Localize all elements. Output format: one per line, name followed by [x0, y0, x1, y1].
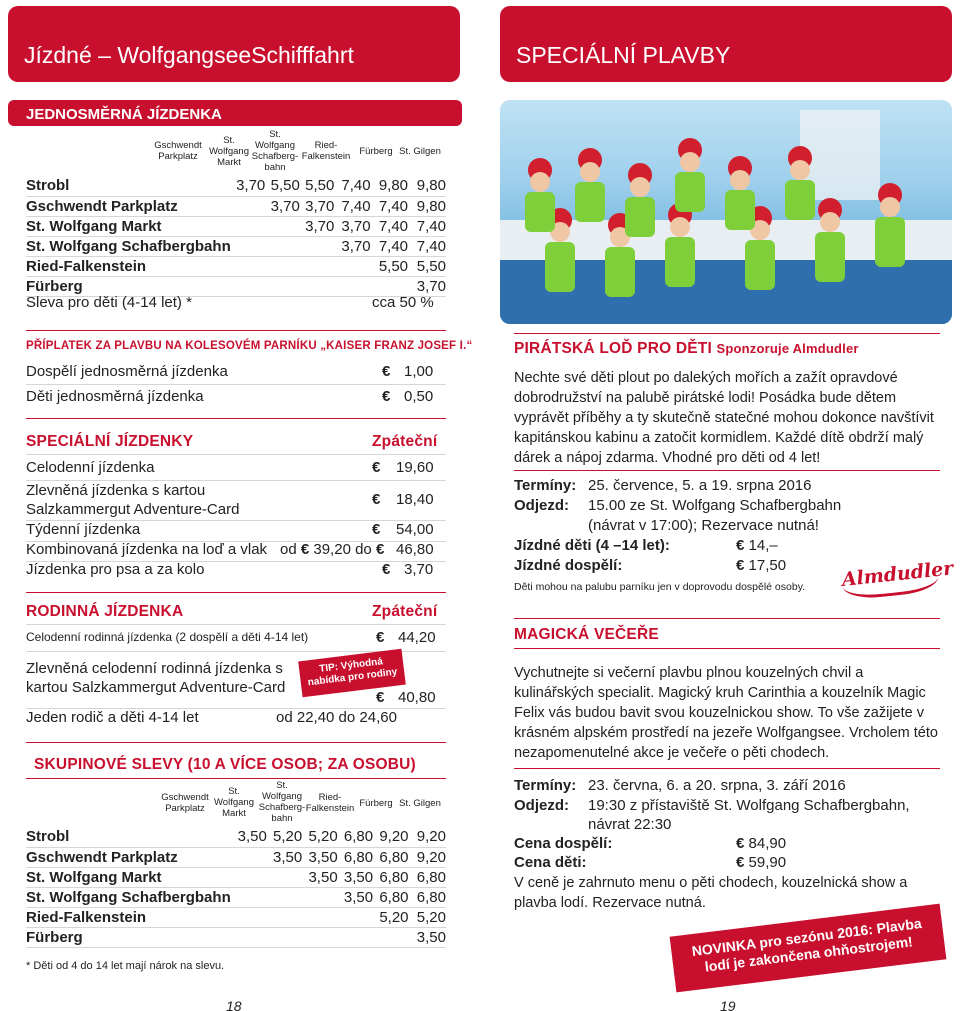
surcharge-title: PŘÍPLATEK ZA PLAVBU NA KOLESOVÉM PARNÍKU „KAISER FRANZ JOSEF I.“	[26, 340, 473, 352]
family-row2-label: Zlevněná celodenní rodinná jízdenka s	[26, 660, 283, 677]
family-row3-label: Jeden rodič a děti 4-14 let	[26, 709, 199, 726]
row-value: 3,50	[308, 868, 338, 886]
row-value: 3,70	[341, 217, 371, 235]
row-value: 5,50	[378, 257, 409, 275]
row-value	[338, 927, 373, 947]
pirate-terms-value: 25. července, 5. a 19. srpna 2016	[588, 477, 812, 494]
magic-title: MAGICKÁ VEČEŘE	[514, 626, 659, 643]
family-return: Zpáteční	[372, 603, 438, 620]
magic-top-line	[514, 618, 940, 619]
pirate-text: Nechte své děti plout po dalekých mořích a zažít opravdové dobrodružství na palubě pirátské lodi! Posádka bude dětem vyprávět příběhy a ty skutečně statečné mohou dokonce navštívit kapitánskou kabinu a zatočit kormidlem. Každé dítě obdrží malý dárek a nápoj zdarma. Vhodné pro děti od 4 let!	[514, 370, 934, 466]
row-value: 5,50	[270, 177, 300, 195]
divider	[26, 384, 446, 385]
oneway-col-3: Ried-Falkenstein	[301, 140, 351, 162]
row-value	[231, 196, 266, 216]
row-name: Strobl	[26, 177, 70, 195]
row-value: 7,40	[416, 217, 446, 235]
special-row-1-euro: €	[372, 491, 381, 508]
row-value	[300, 276, 335, 296]
row-value: 3,50	[343, 868, 374, 886]
row-value: 3,70	[305, 197, 335, 215]
row-value: 3,70	[305, 217, 335, 235]
row-name: St. Wolfgang Schafbergbahn	[26, 237, 231, 255]
pirate-note: Děti mohou na palubu parníku jen v doprovodu dospělé osoby.	[514, 581, 806, 593]
special-row-0-euro: €	[372, 459, 381, 476]
row-name: Gschwendt Parkplatz	[26, 197, 178, 215]
surcharge-row-1-value: 0,50	[404, 388, 434, 405]
row-name: Fürberg	[26, 277, 83, 295]
divider	[26, 454, 446, 455]
family-row2-euro: €	[376, 689, 385, 706]
row-value	[231, 236, 266, 256]
header-right-title: SPECIÁLNÍ PLAVBY	[516, 42, 731, 68]
row-value: 3,70	[416, 277, 446, 295]
magic-mid-line	[514, 768, 940, 769]
row-value	[302, 927, 337, 947]
family-top-line	[26, 592, 446, 593]
row-value: 3,50	[308, 848, 338, 866]
table-row	[26, 847, 446, 867]
magic-adult-label: Cena dospělí:	[514, 835, 613, 852]
group-col-3: Ried-Falkenstein	[305, 792, 355, 814]
row-value	[300, 256, 335, 276]
table-row	[26, 256, 446, 276]
row-name: Gschwendt Parkplatz	[26, 848, 178, 866]
header-left	[8, 6, 460, 82]
row-name: Fürberg	[26, 928, 83, 946]
row-value: 3,50	[273, 848, 303, 866]
pirate-kids-value: € 14,–	[736, 537, 778, 554]
family-row2-label2: kartou Salzkammergut Adventure-Card	[26, 679, 286, 696]
special-top-line	[26, 418, 446, 419]
oneway-col-4: Fürberg	[359, 146, 393, 157]
group-col-1: St. Wolfgang Markt	[214, 786, 254, 819]
table-row	[26, 867, 446, 887]
oneway-col-0: Gschwendt Parkplatz	[154, 140, 202, 162]
row-value: 7,40	[341, 197, 371, 215]
pirate-dep-value2: (návrat v 17:00); Rezervace nutná!	[588, 517, 819, 534]
divider	[26, 624, 446, 625]
oneway-title-bar	[8, 100, 462, 126]
group-col-2: St. Wolfgang Schafberg-bahn	[258, 780, 306, 824]
row-value: 3,50	[237, 828, 267, 846]
oneway-kids-label: Sleva pro děti (4-14 let) *	[26, 294, 192, 311]
group-col-5: St. Gilgen	[399, 798, 441, 809]
group-col-0: Gschwendt Parkplatz	[161, 792, 209, 814]
special-row-4-euro: €	[382, 561, 391, 578]
row-value: 5,20	[379, 908, 409, 926]
row-value: 6,80	[379, 888, 409, 906]
surcharge-row-0-label: Dospělí jednosměrná jízdenka	[26, 363, 228, 380]
row-value: 3,70	[341, 237, 371, 255]
row-value: 7,40	[378, 197, 409, 215]
row-value	[267, 907, 302, 927]
header-left-title: Jízdné – WolfgangseeSchifffahrt	[24, 42, 354, 68]
table-row	[26, 196, 446, 216]
oneway-col-2: St. Wolfgang Schafberg-bahn	[251, 129, 299, 173]
row-value	[267, 887, 302, 907]
almdudler-logo: Almdudler	[840, 555, 939, 601]
row-value: 5,20	[273, 828, 303, 846]
row-value: 5,20	[416, 908, 446, 926]
pirate-ship-photo	[500, 100, 952, 324]
row-value	[334, 276, 370, 296]
row-value	[231, 847, 267, 867]
oneway-col-1: St. Wolfgang Markt	[209, 135, 249, 168]
row-value	[267, 927, 302, 947]
footnote: * Děti od 4 do 14 let mají nárok na slevu.	[26, 960, 225, 972]
family-title: RODINNÁ JÍZDENKA	[26, 603, 184, 620]
row-value	[231, 887, 267, 907]
pirate-adult-value: € 17,50	[736, 557, 787, 574]
row-name: St. Wolfgang Markt	[26, 868, 162, 886]
divider	[26, 480, 446, 481]
row-value: 6,80	[379, 868, 409, 886]
page-number-right: 19	[720, 998, 736, 1011]
oneway-col-5: St. Gilgen	[399, 146, 441, 157]
row-value: 9,20	[379, 828, 409, 846]
magic-text: Vychutnejte si večerní plavbu plnou kouzelných chvil a kulinářských specialit. Magický kruh Carinthia a kouzelník Magic Felix vás budou bavit svou kouzelnickou show. To vše zažijete v krásném alpském prostředí na jezeře Wolfgangsee. Vrcholem této nezapomenutelné akce je večeře o pěti chodech.	[514, 665, 938, 761]
special-row-2-value: 54,00	[396, 521, 434, 538]
magic-dep-value2: návrat 22:30	[588, 816, 672, 833]
row-name: Strobl	[26, 828, 70, 846]
special-row-2-euro: €	[372, 521, 381, 538]
magic-dep-label: Odjezd:	[514, 797, 569, 814]
special-row-2-label: Týdenní jízdenka	[26, 521, 141, 538]
row-value: 5,50	[416, 257, 446, 275]
group-bottom-line	[26, 778, 446, 779]
row-value: 9,20	[416, 848, 446, 866]
pirate-dep-label: Odjezd:	[514, 497, 569, 514]
table-row	[26, 176, 446, 196]
group-title: SKUPINOVÉ SLEVY (10 A VÍCE OSOB; ZA OSOBU)	[34, 756, 416, 773]
magic-kids-value: € 59,90	[736, 854, 787, 871]
magic-terms-value: 23. června, 6. a 20. srpna, 3. září 2016	[588, 777, 846, 794]
row-name: Ried-Falkenstein	[26, 257, 147, 275]
special-row-0-value: 19,60	[396, 459, 434, 476]
family-row1-euro: €	[376, 629, 385, 646]
row-name: St. Wolfgang Markt	[26, 217, 162, 235]
surcharge-top-line	[26, 330, 446, 331]
row-value	[231, 927, 267, 947]
row-value: 6,80	[416, 868, 446, 886]
family-row1-label: Celodenní rodinná jízdenka (2 dospělí a děti 4-14 let)	[26, 630, 309, 644]
row-value	[302, 887, 337, 907]
row-name: St. Wolfgang Schafbergbahn	[26, 888, 231, 906]
row-value	[231, 907, 267, 927]
row-value: 9,80	[416, 197, 446, 215]
row-value	[231, 256, 266, 276]
magic-dep-value: 19:30 z přístaviště St. Wolfgang Schafbergbahn,	[588, 797, 910, 814]
row-value: 6,80	[416, 888, 446, 906]
row-value	[302, 907, 337, 927]
pirate-sponsor: Sponzoruje Almdudler	[716, 341, 859, 356]
table-row	[26, 276, 446, 296]
magic-kids-label: Cena děti:	[514, 854, 587, 871]
row-value: 9,20	[416, 828, 446, 846]
row-value: 6,80	[379, 848, 409, 866]
row-value: 9,80	[378, 177, 409, 195]
row-value: 3,50	[416, 928, 446, 946]
special-title: SPECIÁLNÍ JÍZDENKY	[26, 433, 194, 450]
page-number-left: 18	[226, 998, 242, 1011]
row-value	[231, 216, 266, 236]
row-value: 5,20	[308, 828, 338, 846]
oneway-table	[26, 176, 446, 297]
family-row1-value: 44,20	[398, 629, 436, 646]
family-row3-value: od 22,40 do 24,60	[276, 709, 397, 726]
row-value: 7,40	[378, 217, 409, 235]
special-row-3-from: od € 39,20 do €	[280, 541, 385, 558]
table-row	[26, 236, 446, 256]
pirate-adult-label: Jízdné dospělí:	[514, 557, 623, 574]
row-value	[334, 256, 370, 276]
pirate-terms-label: Termíny:	[514, 477, 577, 494]
row-value	[267, 867, 302, 887]
row-value: 7,40	[378, 237, 409, 255]
row-value	[338, 907, 373, 927]
family-tip-badge: TIP: Výhodná nabídka pro rodiny	[298, 649, 406, 697]
row-value: 6,80	[343, 828, 374, 846]
table-row	[26, 827, 446, 847]
special-row-4-value: 3,70	[404, 561, 434, 578]
row-value: 5,50	[305, 177, 335, 195]
special-row-4-label: Jízdenka pro psa a za kolo	[26, 561, 205, 578]
pirate-kids-label: Jízdné děti (4 –14 let):	[514, 537, 670, 554]
special-row-0-label: Celodenní jízdenka	[26, 459, 155, 476]
row-value	[371, 276, 408, 296]
pirate-title: PIRÁTSKÁ LOĎ PRO DĚTI Sponzoruje Almdudler	[514, 340, 859, 357]
row-value: 6,80	[343, 848, 374, 866]
magic-terms-label: Termíny:	[514, 777, 577, 794]
row-value	[265, 256, 300, 276]
pirate-top-line	[514, 333, 940, 334]
group-top-line	[26, 742, 446, 743]
row-value: 3,70	[270, 197, 300, 215]
special-row-1-label: Zlevněná jízdenka s kartou	[26, 482, 206, 499]
row-value: 7,40	[341, 177, 371, 195]
table-row	[26, 907, 446, 927]
row-value: 3,50	[343, 888, 374, 906]
row-value: 3,70	[236, 177, 266, 195]
table-row	[26, 216, 446, 236]
row-name: Ried-Falkenstein	[26, 908, 147, 926]
special-row-3-value: 46,80	[396, 541, 434, 558]
family-row2-value: 40,80	[398, 689, 436, 706]
row-value	[265, 216, 300, 236]
magic-footer: V ceně je zahrnuto menu o pěti chodech, kouzelnická show a plavba lodí. Rezervace nutná.	[514, 875, 908, 911]
row-value	[373, 927, 408, 947]
magic-title-line	[514, 648, 940, 649]
surcharge-row-0-value: 1,00	[404, 363, 434, 380]
pirate-dep-value: 15.00 ze St. Wolfgang Schafbergbahn	[588, 497, 842, 514]
table-row	[26, 887, 446, 907]
row-value	[265, 276, 300, 296]
surcharge-row-1-euro: €	[382, 388, 391, 405]
surcharge-row-0-euro: €	[382, 363, 391, 380]
row-value	[265, 236, 300, 256]
header-right	[500, 6, 952, 82]
special-row-3-label: Kombinovaná jízdenka na loď a vlak	[26, 541, 268, 558]
table-row	[26, 927, 446, 947]
oneway-title: JEDNOSMĚRNÁ JÍZDENKA	[26, 106, 222, 123]
pirate-mid-line	[514, 470, 940, 471]
magic-adult-value: € 84,90	[736, 835, 787, 852]
row-value	[300, 236, 335, 256]
surcharge-row-1-label: Děti jednosměrná jízdenka	[26, 388, 204, 405]
row-value	[231, 276, 266, 296]
row-value	[231, 867, 267, 887]
special-row-1-label2: Salzkammergut Adventure-Card	[26, 501, 240, 518]
photo-illustration	[500, 100, 952, 324]
row-value: 7,40	[416, 237, 446, 255]
group-col-4: Fürberg	[359, 798, 393, 809]
special-row-1-value: 18,40	[396, 491, 434, 508]
group-table	[26, 827, 446, 948]
novinka-badge: NOVINKA pro sezónu 2016: Plavba lodí je zakončena ohňostrojem!	[670, 904, 947, 993]
special-return: Zpáteční	[372, 433, 438, 450]
row-value: 9,80	[416, 177, 446, 195]
oneway-kids-value: cca 50 %	[372, 294, 434, 311]
